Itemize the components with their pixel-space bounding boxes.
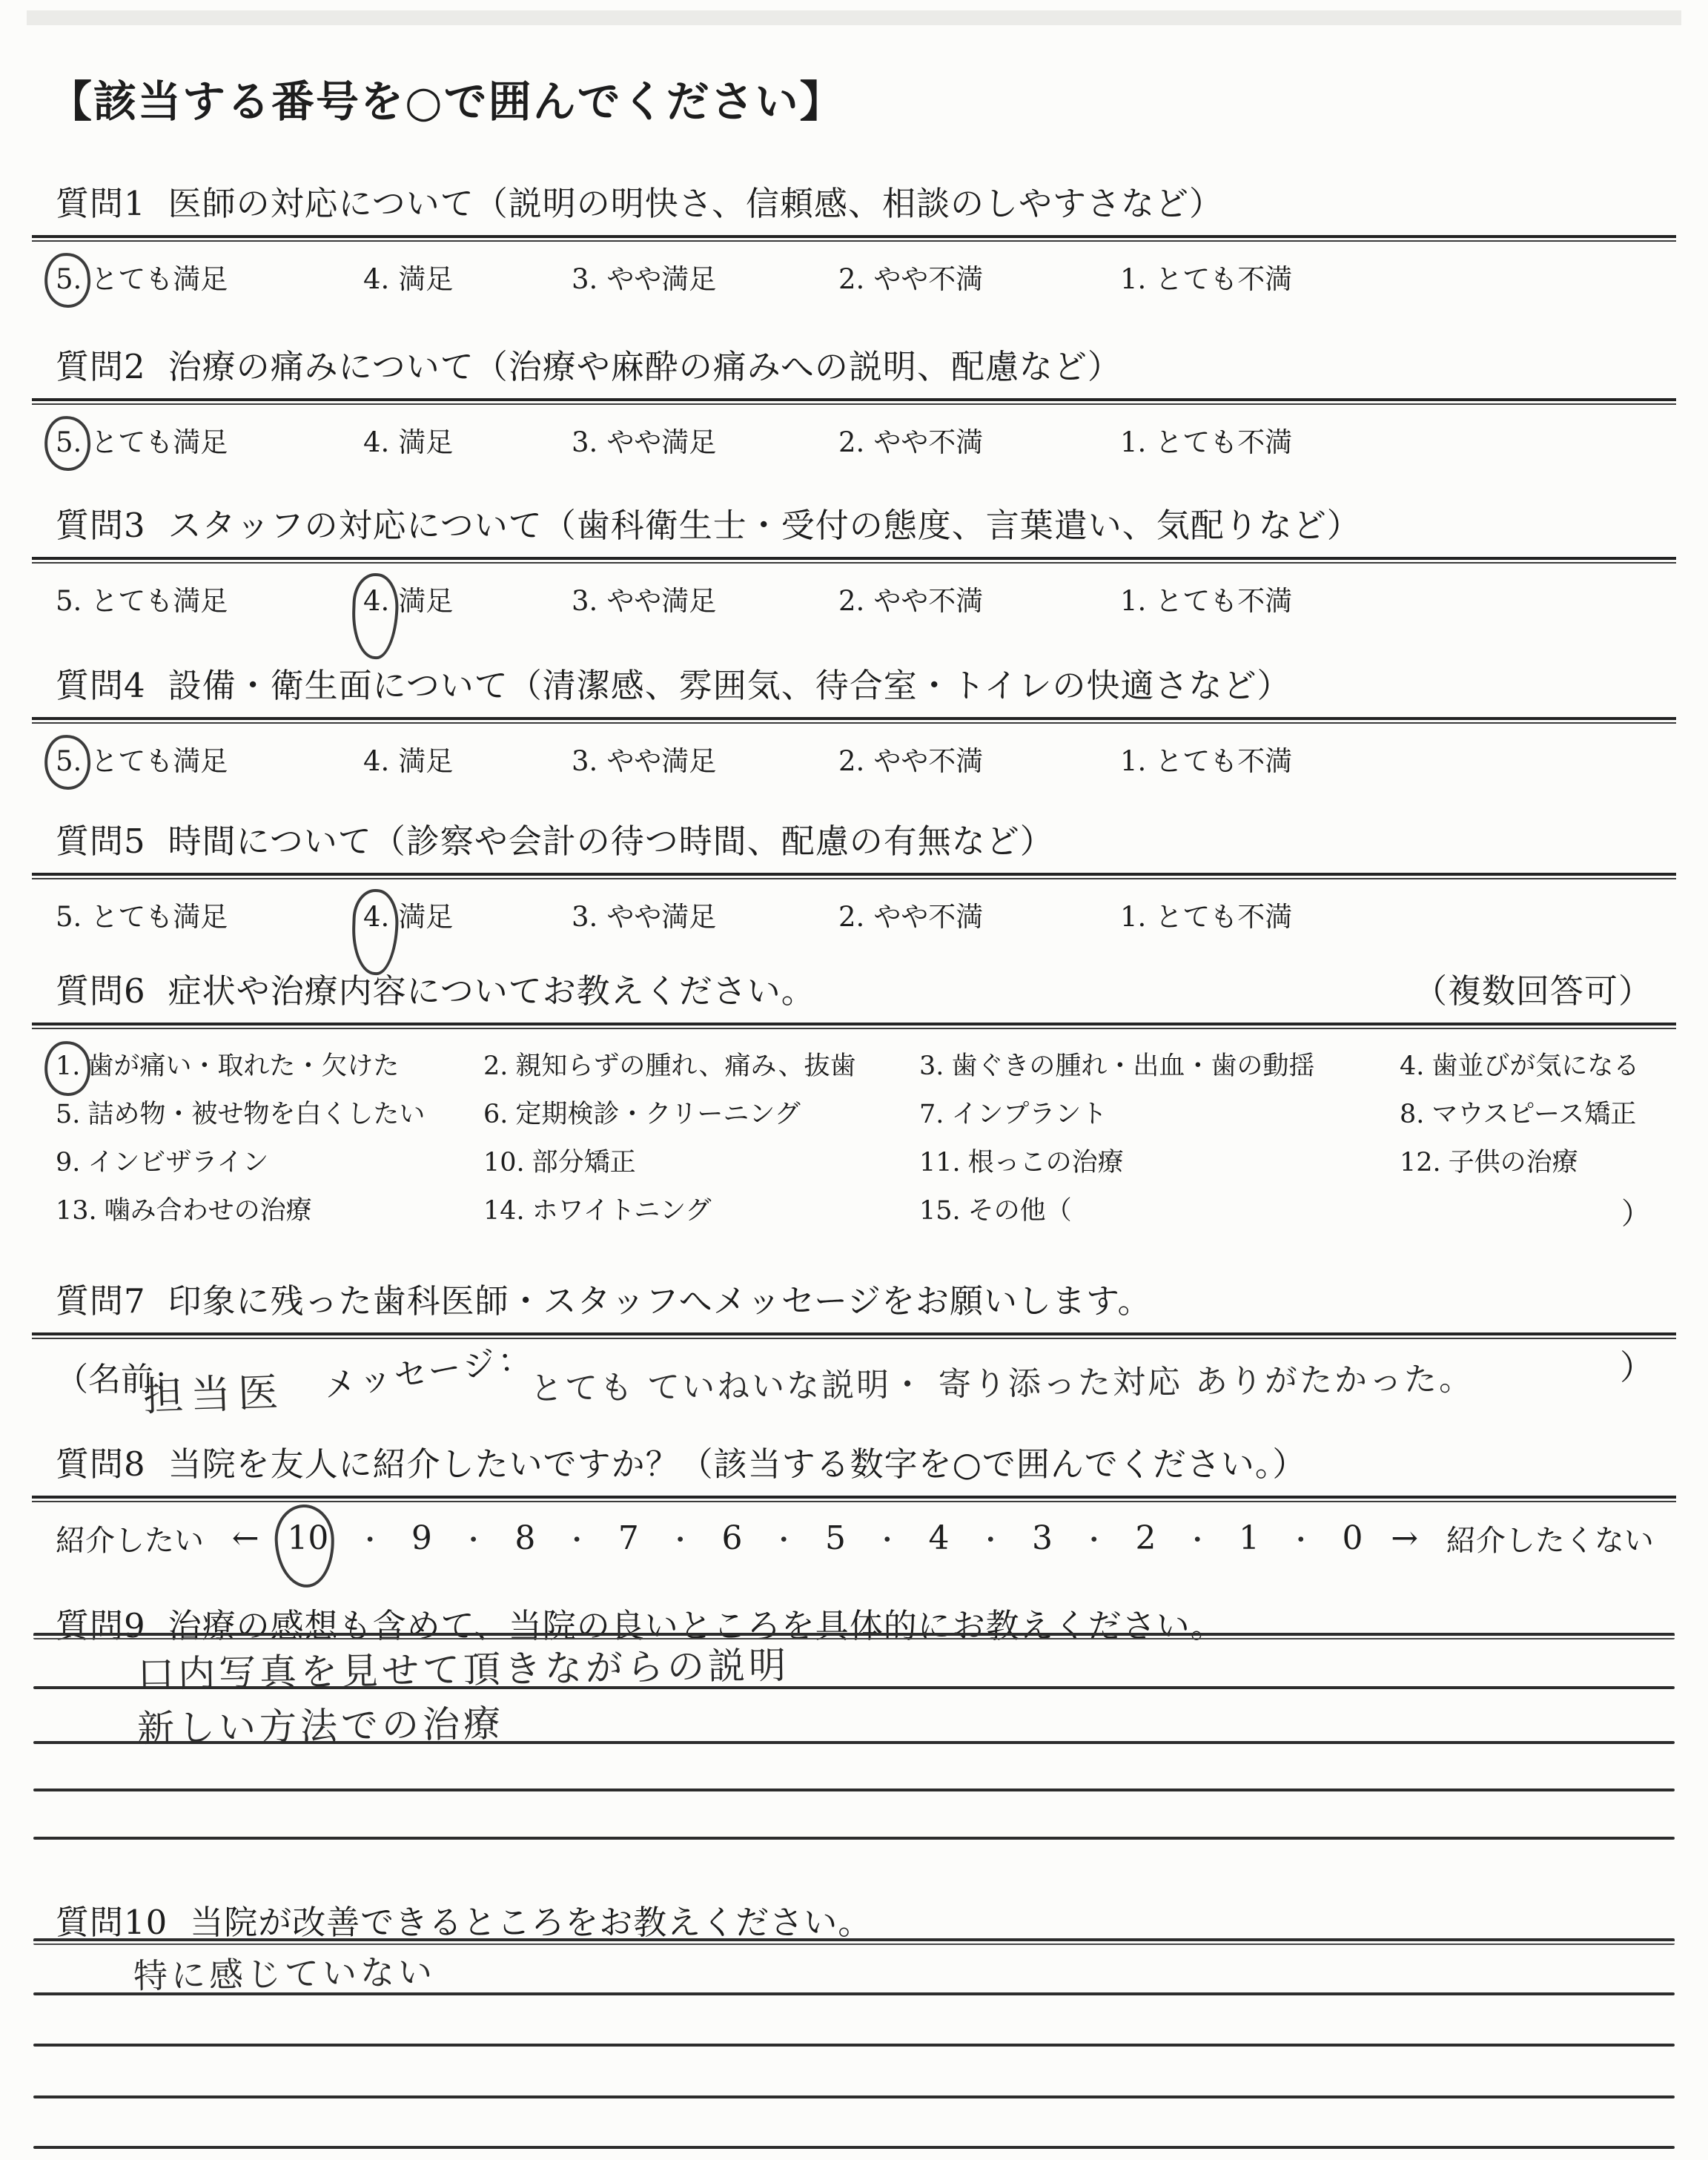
scale-9 <box>411 1519 432 1557</box>
dot-separator: ・ <box>873 1525 901 1556</box>
question-6-title: 症状や治療内容についてお教えください。 <box>168 971 815 1011</box>
q6-option-6 <box>483 1094 919 1131</box>
q6-option-12 <box>1400 1142 1654 1179</box>
q2-option-5 <box>56 420 363 460</box>
q3-option-4 <box>363 578 572 618</box>
option-number: 3. <box>919 1051 944 1081</box>
q6-option-2 <box>483 1046 919 1083</box>
question-10-section <box>56 1895 1654 2160</box>
option-label: 詰め物・被せ物を白くしたい <box>87 1100 426 1129</box>
option-label: 歯が痛い・取れた・欠けた <box>87 1051 400 1081</box>
option-number: 4. <box>363 901 390 933</box>
option-number: 1. <box>1120 263 1147 295</box>
q2-option-4 <box>363 420 572 460</box>
name-field-label: （名前： <box>56 1361 186 1398</box>
option-label: 部分矯正 <box>532 1148 636 1178</box>
scale-value: 10 <box>287 1519 329 1557</box>
option-label: 満足 <box>398 426 454 458</box>
q6-option-15 <box>919 1190 1400 1227</box>
question-1-header <box>56 176 1654 225</box>
dot-separator: ・ <box>666 1525 694 1556</box>
option-number: 1. <box>1120 426 1147 458</box>
question-1-label: 質問1 <box>56 184 146 223</box>
q1-option-4 <box>363 257 572 297</box>
option-number: 13. <box>56 1196 97 1226</box>
question-5-section <box>56 814 1654 934</box>
answer-line <box>33 2095 1675 2098</box>
answer-line <box>33 1741 1675 1744</box>
option-number: 4. <box>363 585 390 617</box>
option-label: とても不満 <box>1155 585 1293 617</box>
option-label: とても不満 <box>1155 426 1293 458</box>
option-label: とても満足 <box>90 263 228 295</box>
header-rule <box>32 717 1676 724</box>
question-5-title: 時間について（診察や会計の待つ時間、配慮の有無など） <box>168 822 1054 861</box>
option-number: 2. <box>838 263 865 295</box>
scan-edge-band <box>27 10 1681 25</box>
question-2-label: 質問2 <box>56 347 146 386</box>
question-2-header <box>56 340 1654 388</box>
q6-option-13 <box>56 1190 483 1227</box>
option-label: やや不満 <box>873 745 984 777</box>
answer-line <box>33 2044 1675 2047</box>
header-rule <box>33 1633 1675 1639</box>
option-number: 1. <box>1120 901 1147 933</box>
option-number: 1. <box>1120 745 1147 777</box>
scale-7 <box>618 1519 639 1557</box>
question-8-title: 当院を友人に紹介したいですか？（該当する数字を○で囲んでください。） <box>168 1444 1307 1484</box>
option-label: やや不満 <box>873 263 984 295</box>
option-label: やや満足 <box>606 263 717 295</box>
q1-option-5 <box>56 257 363 297</box>
question-4-header <box>56 658 1654 707</box>
answer-line <box>33 2146 1675 2149</box>
q2-option-3 <box>572 420 838 460</box>
option-label: 満足 <box>398 585 454 617</box>
option-label: ホワイトニング <box>532 1196 712 1226</box>
question-7-section <box>56 1274 1654 1443</box>
option-number: 2. <box>838 426 865 458</box>
question-4-label: 質問4 <box>56 666 146 705</box>
multi-answer-note: （複数回答可） <box>1413 971 1652 1011</box>
option-number: 2. <box>483 1051 509 1081</box>
question-3-label: 質問3 <box>56 506 146 545</box>
option-label: 子供の治療 <box>1448 1148 1578 1178</box>
question-2-title: 治療の痛みについて（治療や麻酔の痛みへの説明、配慮など） <box>168 347 1122 386</box>
q6-option-11 <box>919 1142 1400 1179</box>
q6-option-9 <box>56 1142 483 1179</box>
option-label: やや満足 <box>606 585 717 617</box>
q1-option-2 <box>838 257 1120 297</box>
question-2-options <box>56 420 1654 460</box>
option-label: 定期検診・クリーニング <box>515 1100 801 1129</box>
question-5-label: 質問5 <box>56 822 146 861</box>
name-field-handwritten-value: 担当医 <box>142 1368 287 1421</box>
q5-option-2 <box>838 894 1120 934</box>
question-9-title: 治療の感想も含めて、当院の良いところを具体的にお教えください。 <box>168 1606 1225 1645</box>
question-8-label: 質問8 <box>56 1444 146 1484</box>
dot-separator: ・ <box>977 1525 1004 1556</box>
option-number: 1. <box>56 1051 81 1081</box>
q6-option-4 <box>1400 1046 1654 1083</box>
recommend-label: 紹介したい <box>56 1524 204 1558</box>
scale-0 <box>1343 1519 1363 1557</box>
q6-option-7 <box>919 1094 1400 1131</box>
header-rule <box>32 1496 1676 1502</box>
answer-line <box>33 1992 1675 1995</box>
header-rule <box>32 398 1676 405</box>
q5-option-1 <box>1120 894 1654 934</box>
option-number: 3. <box>572 585 598 617</box>
question-9-section <box>56 1599 1654 1866</box>
option-label: 親知らずの腫れ、痛み、抜歯 <box>515 1051 856 1081</box>
scale-value: 2 <box>1135 1519 1156 1557</box>
answer-line <box>33 1837 1675 1840</box>
scale-2 <box>1136 1519 1156 1557</box>
question-3-header <box>56 498 1654 546</box>
option-number: 3. <box>572 263 598 295</box>
option-label: マウスピース矯正 <box>1431 1100 1637 1129</box>
symptom-options-grid <box>56 1046 1654 1238</box>
option-label: やや不満 <box>873 585 984 617</box>
option-number: 11. <box>919 1148 961 1178</box>
scale-value: 6 <box>721 1519 743 1557</box>
dot-separator: ・ <box>1184 1525 1211 1556</box>
question-3-section <box>56 498 1654 618</box>
scale-6 <box>721 1519 742 1557</box>
question-6-section <box>56 964 1654 1238</box>
option-label: その他（ <box>967 1196 1072 1226</box>
question-4-options <box>56 739 1654 779</box>
option-label: やや満足 <box>606 426 717 458</box>
q6-option-10 <box>483 1142 919 1179</box>
question-4-title: 設備・衛生面について（清潔感、雰囲気、待合室・トイレの快適さなど） <box>168 666 1291 705</box>
other-close-paren: ） <box>1621 1197 1651 1231</box>
question-5-header <box>56 814 1654 862</box>
message-field-handwritten-value: とても ていねいな説明・ 寄り添った対応 ありがたかった。 <box>529 1360 1474 1408</box>
question-1-title: 医師の対応について（説明の明快さ、信頼感、相談のしやすさなど） <box>168 184 1223 223</box>
q4-option-2 <box>838 739 1120 779</box>
q4-option-4 <box>363 739 572 779</box>
option-number: 2. <box>838 745 865 777</box>
header-rule <box>32 557 1676 564</box>
q2-option-1 <box>1120 420 1654 460</box>
option-number: 12. <box>1400 1148 1441 1178</box>
scale-value: 9 <box>411 1519 432 1557</box>
q5-option-5 <box>56 894 363 934</box>
option-label: とても満足 <box>90 585 228 617</box>
option-number: 5. <box>56 263 82 295</box>
option-number: 7. <box>919 1100 944 1129</box>
dot-separator: ・ <box>770 1525 798 1556</box>
header-rule <box>32 1332 1676 1339</box>
dot-separator: ・ <box>460 1525 487 1556</box>
q6-option-8 <box>1400 1094 1654 1131</box>
option-label: やや満足 <box>606 901 717 933</box>
option-number: 4. <box>363 745 390 777</box>
option-label: やや満足 <box>606 745 717 777</box>
scale-5 <box>825 1519 846 1557</box>
q2-option-2 <box>838 420 1120 460</box>
q6-option-3 <box>919 1046 1400 1083</box>
question-7-title: 印象に残った歯科医師・スタッフへメッセージをお願いします。 <box>168 1281 1152 1321</box>
q9-handwritten-answer-1: 口内写真を見せて頂きながらの説明 <box>136 1643 790 1697</box>
option-number: 4. <box>363 263 390 295</box>
option-label: インプラント <box>951 1100 1108 1129</box>
scale-value: 7 <box>618 1519 639 1557</box>
option-label: やや不満 <box>873 901 984 933</box>
question-7-label: 質問7 <box>56 1281 146 1321</box>
header-rule <box>33 1938 1675 1945</box>
option-label: 歯並びが気になる <box>1431 1051 1640 1081</box>
scale-8 <box>514 1519 535 1557</box>
q3-option-5 <box>56 578 363 618</box>
dot-separator: ・ <box>1080 1525 1108 1556</box>
option-number: 6. <box>483 1100 509 1129</box>
scale-value: 3 <box>1031 1519 1053 1557</box>
q4-option-5 <box>56 739 363 779</box>
dot-separator: ・ <box>563 1525 591 1556</box>
option-number: 8. <box>1400 1100 1425 1129</box>
scale-value: 8 <box>514 1519 536 1557</box>
option-number: 2. <box>838 901 865 933</box>
question-2-section <box>56 340 1654 460</box>
q5-option-4 <box>363 894 572 934</box>
q5-option-3 <box>572 894 838 934</box>
option-label: 噛み合わせの治療 <box>104 1196 312 1226</box>
header-rule <box>32 873 1676 879</box>
option-number: 10. <box>483 1148 525 1178</box>
q4-option-1 <box>1120 739 1654 779</box>
option-label: 歯ぐきの腫れ・出血・歯の動揺 <box>951 1051 1315 1081</box>
option-label: とても不満 <box>1155 901 1293 933</box>
option-number: 3. <box>572 426 598 458</box>
option-label: とても満足 <box>90 745 228 777</box>
option-number: 15. <box>919 1196 961 1226</box>
option-number: 5. <box>56 426 82 458</box>
option-label: 満足 <box>398 745 454 777</box>
q6-option-5 <box>56 1094 483 1131</box>
form-instruction-title: 【該当する番号を○で囲んでください】 <box>49 76 844 127</box>
scale-value: 5 <box>824 1519 846 1557</box>
option-number: 4. <box>363 426 390 458</box>
option-label: とても満足 <box>90 901 228 933</box>
q3-option-1 <box>1120 578 1654 618</box>
question-3-options <box>56 578 1654 618</box>
q6-option-14 <box>483 1190 919 1227</box>
q3-option-2 <box>838 578 1120 618</box>
option-label: 満足 <box>398 901 454 933</box>
field-close-paren: ） <box>1620 1347 1654 1387</box>
dot-separator: ・ <box>357 1525 384 1556</box>
scale-3 <box>1032 1519 1053 1557</box>
scale-10 <box>287 1519 328 1557</box>
question-10-label: 質問10 <box>56 1903 168 1942</box>
q6-option-1 <box>56 1046 483 1083</box>
option-label: 根っこの治療 <box>967 1148 1124 1178</box>
q10-handwritten-answer-1: 特に感じていない <box>133 1952 437 1996</box>
option-label: とても不満 <box>1155 745 1293 777</box>
answer-line <box>33 1789 1675 1791</box>
option-label: インビザライン <box>87 1148 269 1178</box>
question-8-section <box>56 1437 1654 1559</box>
question-4-section <box>56 658 1654 779</box>
option-label: 満足 <box>398 263 454 295</box>
option-number: 5. <box>56 1100 81 1129</box>
scale-value: 0 <box>1342 1519 1363 1557</box>
q1-option-3 <box>572 257 838 297</box>
right-arrow-icon: → <box>1391 1519 1419 1557</box>
option-number: 5. <box>56 901 82 933</box>
question-10-header <box>56 1895 1654 1943</box>
q9-handwritten-answer-2: 新しい方法での治療 <box>136 1702 505 1751</box>
q4-option-3 <box>572 739 838 779</box>
scale-value: 1 <box>1239 1519 1260 1557</box>
question-1-options <box>56 257 1654 297</box>
question-3-title: スタッフの対応について（歯科衛生士・受付の態度、言葉遣い、気配りなど） <box>168 506 1361 545</box>
option-label: やや不満 <box>873 426 984 458</box>
question-6-label: 質問6 <box>56 971 146 1011</box>
not-recommend-label: 紹介したくない <box>1446 1524 1654 1558</box>
header-rule <box>32 235 1676 242</box>
nps-scale-row <box>56 1517 1654 1559</box>
question-7-header <box>56 1274 1654 1322</box>
question-10-title: 当院が改善できるところをお教えください。 <box>190 1903 873 1942</box>
option-number: 14. <box>483 1196 525 1226</box>
option-number: 5. <box>56 585 82 617</box>
option-label: とても不満 <box>1155 263 1293 295</box>
q3-option-3 <box>572 578 838 618</box>
option-number: 5. <box>56 745 82 777</box>
question-1-section <box>56 176 1654 297</box>
message-field-row <box>56 1338 1654 1443</box>
option-number: 3. <box>572 901 598 933</box>
option-label: とても満足 <box>90 426 228 458</box>
question-5-options <box>56 894 1654 934</box>
header-rule <box>32 1023 1676 1029</box>
dot-separator: ・ <box>1287 1525 1314 1556</box>
message-field-label: メッセージ： <box>321 1338 537 1406</box>
option-number: 1. <box>1120 585 1147 617</box>
q1-option-1 <box>1120 257 1654 297</box>
option-number: 2. <box>838 585 865 617</box>
answer-line <box>33 1686 1675 1689</box>
option-number: 3. <box>572 745 598 777</box>
scale-1 <box>1239 1519 1260 1557</box>
question-6-header <box>56 964 1654 1012</box>
scale-4 <box>928 1519 949 1557</box>
scale-value: 4 <box>928 1519 950 1557</box>
question-9-header <box>56 1599 1654 1647</box>
option-number: 4. <box>1400 1051 1425 1081</box>
option-number: 9. <box>56 1148 81 1178</box>
question-9-label: 質問9 <box>56 1606 146 1645</box>
left-arrow-icon: ← <box>231 1519 259 1557</box>
question-8-header <box>56 1437 1654 1485</box>
